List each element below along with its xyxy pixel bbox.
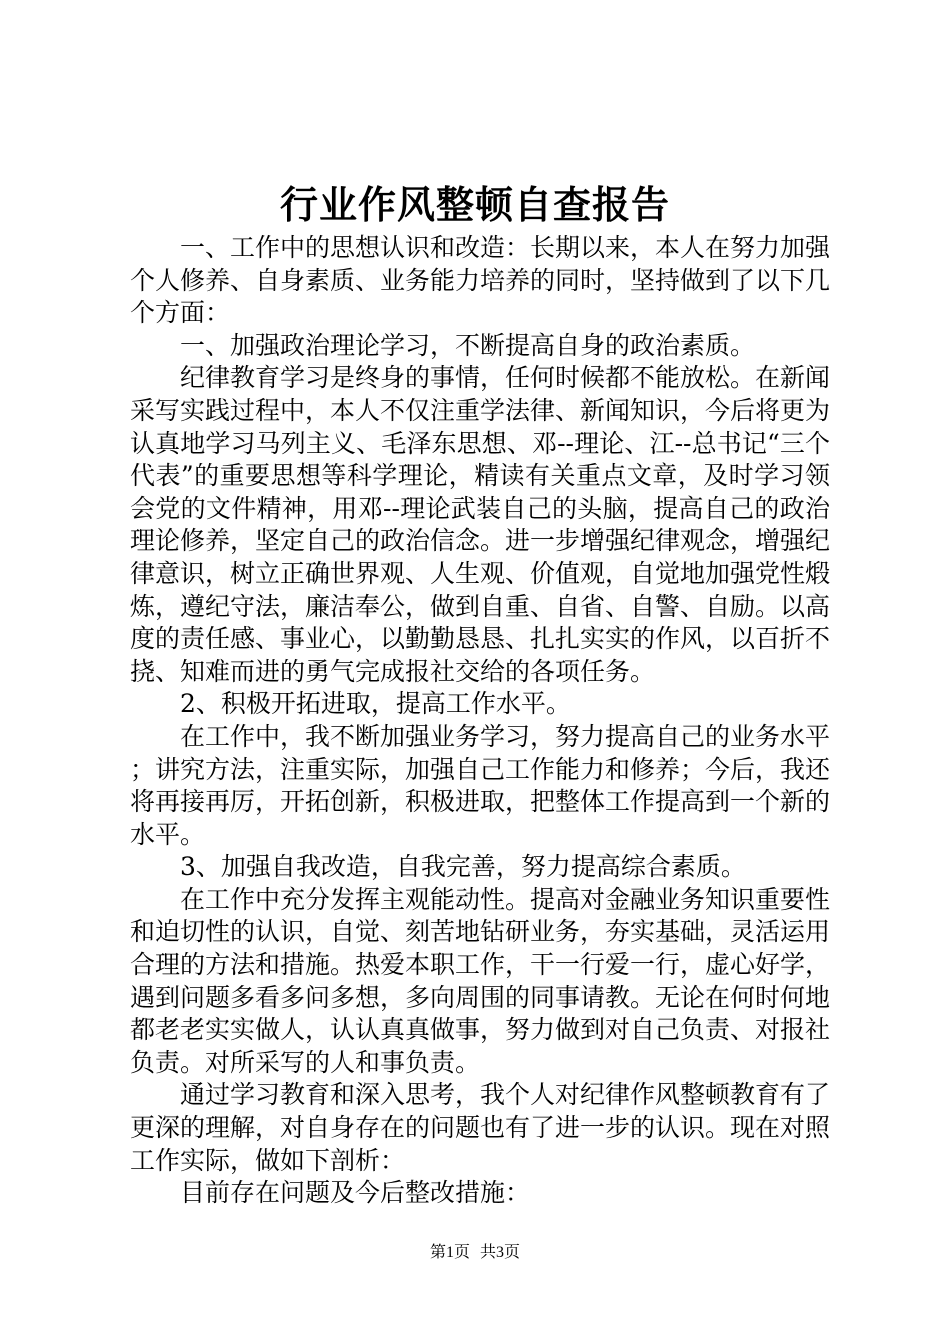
paragraph-thinking-intro: 一、工作中的思想认识和改造：长期以来，本人在努力加强个人修养、自身素质、业务能力培养的同时，坚持做到了以下几个方面： (130, 233, 831, 328)
document-body (130, 232, 830, 1210)
page-total: 共3页 (480, 1244, 521, 1261)
page-number: 第1页 (429, 1244, 470, 1261)
paragraph-reflection: 通过学习教育和深入思考，我个人对纪律作风整顿教育有了更深的理解，对自身存在的问题也有了进一步的认识。现在对照工作实际，做如下剖析： (130, 1080, 831, 1175)
paragraph-initiative: 在工作中充分发挥主观能动性。提高对金融业务知识重要性和迫切性的认识，自觉、刻苦地钻研业务，夯实基础，灵活运用合理的方法和措施。热爱本职工作，干一行爱一行，虚心好学，遇到问题多看多问多想，多向周围的同事请教。无论在何时何地都老老实实做人，认认真真做事，努力做到对自己负责、对报社负责。对所采写的人和事负责。 (130, 884, 831, 1077)
paragraph-heading-political-study: 一、加强政治理论学习，不断提高自身的政治素质。 (180, 330, 756, 360)
paragraph-work-study: 在工作中，我不断加强业务学习，努力提高自己的业务水平；讲究方法，注重实际，加强自己工作能力和修养；今后，我还将再接再厉，开拓创新，积极进取，把整体工作提高到一个新的水平。 (130, 721, 831, 849)
paragraph-discipline-education: 纪律教育学习是终身的事情，任何时候都不能放松。在新闻采写实践过程中，本人不仅注重学法律、新闻知识，今后将更为认真地学习马列主义、毛泽东思想、邓--理论、江--总书记“三个代表”的重要思想等科学理论，精读有关重点文章，及时学习领会党的文件精神，用邓--理论武装自己的头脑，提高自己的政治理论修养，坚定自己的政治信念。进一步增强纪律观念，增强纪律意识，树立正确世界观、人生观、价值观，自觉地加强党性煅炼，遵纪守法，廉洁奉公，做到自重、自省、自警、自励。以高度的责任感、事业心，以勤勤恳恳、扎扎实实的作风，以百折不挠、知难而进的勇气完成报社交给的各项任务。 (130, 363, 831, 686)
paragraph-heading-self-improvement: 3、加强自我改造，自我完善，努力提高综合素质。 (180, 852, 746, 882)
document-title: 行业作风整顿自查报告 (279, 182, 670, 227)
paragraph-problems-heading: 目前存在问题及今后整改措施： (180, 1178, 531, 1208)
page-footer (0, 1243, 950, 1263)
paragraph-heading-pioneering: 2、积极开拓进取，提高工作水平。 (180, 689, 571, 719)
